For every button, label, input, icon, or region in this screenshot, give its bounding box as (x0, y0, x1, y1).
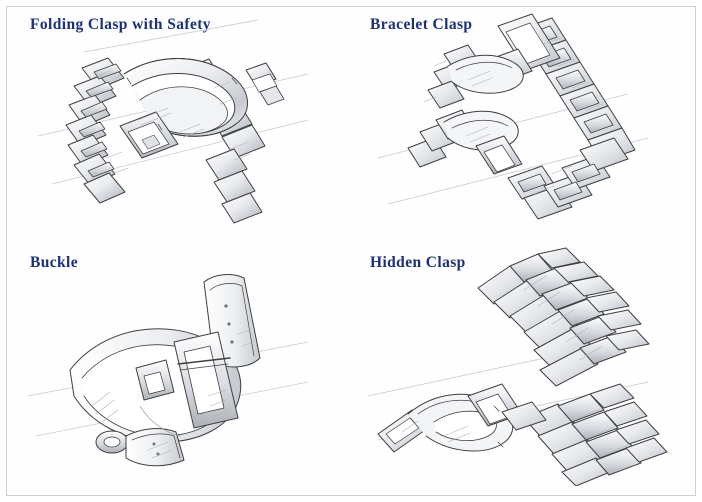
sketch-folding-clasp-with-safety (8, 8, 345, 243)
panel-folding-clasp-with-safety (8, 8, 345, 243)
panel-caption-hidden-clasp: Hidden Clasp (370, 254, 466, 271)
sketch-bracelet-clasp (348, 8, 685, 243)
sketch-hidden-clasp (348, 246, 685, 486)
panel-buckle (8, 246, 345, 486)
panel-caption-buckle: Buckle (30, 254, 79, 271)
panel-bracelet-clasp (348, 8, 685, 243)
sketch-buckle (8, 246, 345, 486)
panel-caption-folding-clasp-with-safety: Folding Clasp with Safety (30, 16, 211, 33)
panel-caption-bracelet-clasp: Bracelet Clasp (370, 16, 473, 33)
panel-hidden-clasp (348, 246, 685, 486)
